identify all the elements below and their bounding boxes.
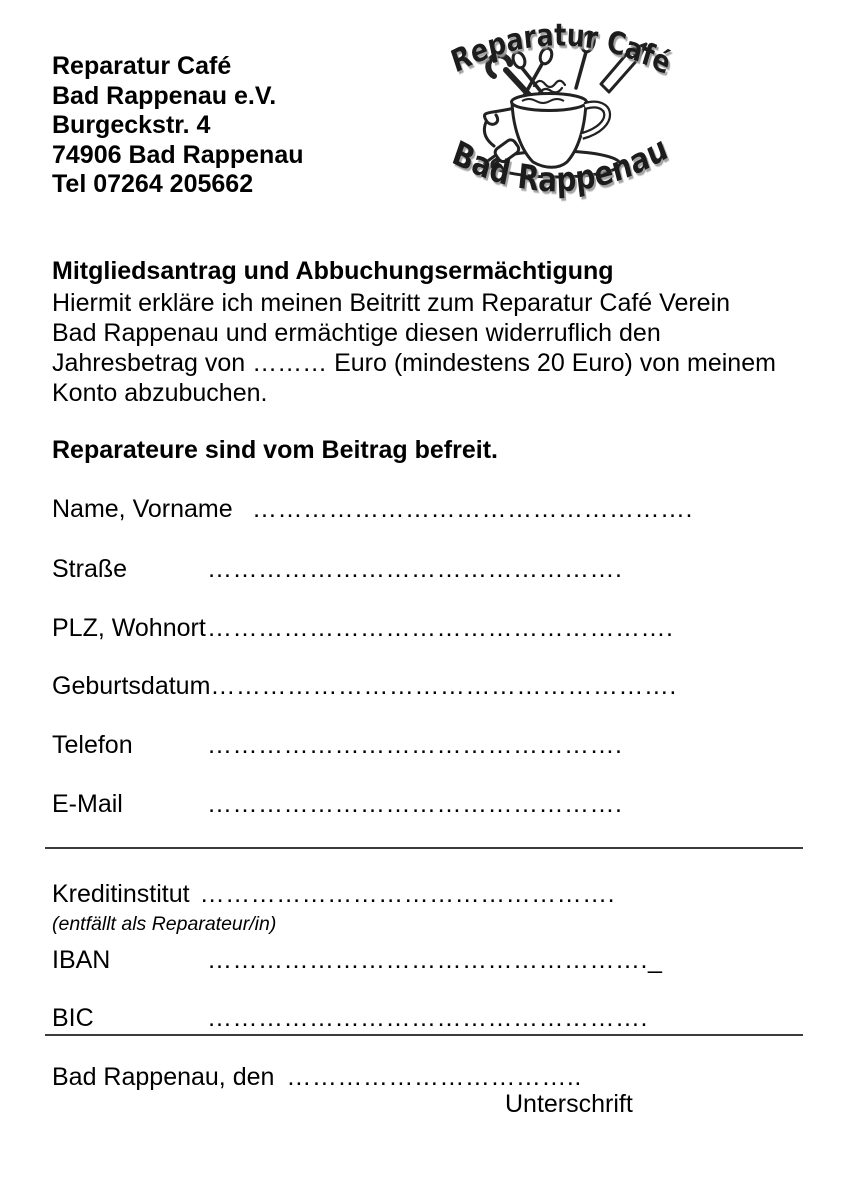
intro-paragraph xyxy=(52,288,776,408)
section-divider-top xyxy=(45,847,803,849)
birthdate-field-label: Geburtsdatum xyxy=(52,672,211,700)
street-field-label: Straße xyxy=(52,555,128,583)
field-row-iban xyxy=(52,946,662,975)
bic-fill-line: ……………………………………………. xyxy=(207,1004,648,1032)
intro-line: Konto abzubuchen. xyxy=(52,379,268,407)
city-field-label: PLZ, Wohnort xyxy=(52,614,206,642)
section-divider-bottom xyxy=(45,1034,803,1036)
signature-label: Unterschrift xyxy=(505,1090,633,1118)
email-fill-line: …………………………………………. xyxy=(207,790,623,818)
form-title: Mitgliedsantrag und Abbuchungsermächtigung xyxy=(52,257,614,285)
bank-field-label: Kreditinstitut xyxy=(52,880,190,908)
field-row-street xyxy=(52,555,622,584)
name-field-label: Name, Vorname xyxy=(52,495,233,523)
date-field-label: Bad Rappenau, den xyxy=(52,1063,275,1091)
bank-exemption-note: (entfällt als Reparateur/in) xyxy=(52,913,277,935)
org-address-block xyxy=(52,52,304,200)
phone-field-label: Telefon xyxy=(52,731,133,759)
field-row-name xyxy=(52,495,693,524)
org-city-line: 74906 Bad Rappenau xyxy=(52,140,304,169)
org-name-line-2: Bad Rappenau e.V. xyxy=(52,81,277,110)
logo xyxy=(418,12,714,214)
logo-top-text: Reparatur Café xyxy=(446,16,676,82)
iban-field-label: IBAN xyxy=(52,946,111,974)
bic-field-label: BIC xyxy=(52,1004,94,1032)
org-street-line: Burgeckstr. 4 xyxy=(52,111,211,139)
field-row-birthdate xyxy=(52,672,677,701)
logo-bottom-text: Bad Rappenau xyxy=(447,128,673,201)
email-field-label: E-Mail xyxy=(52,790,123,818)
name-fill-line: ……………………………………………. xyxy=(252,495,693,523)
field-row-date xyxy=(52,1063,582,1092)
birthdate-fill-line: ………………………………………………. xyxy=(210,672,677,700)
field-row-bic xyxy=(52,1004,648,1033)
field-row-city xyxy=(52,614,673,643)
field-row-email xyxy=(52,790,622,819)
org-phone-line: Tel 07264 205662 xyxy=(52,170,254,198)
street-fill-line: …………………………………………. xyxy=(207,555,623,583)
phone-fill-line: …………………………………………. xyxy=(207,731,623,759)
bank-fill-line: …………………………………………. xyxy=(199,880,616,908)
field-row-bank xyxy=(52,880,615,909)
date-fill-line: …………………………….. xyxy=(286,1063,582,1091)
city-fill-line: ………………………………………………. xyxy=(207,614,674,642)
field-row-phone xyxy=(52,731,622,760)
logo-cup-with-tools-icon xyxy=(418,12,714,214)
fee-exemption-note: Reparateure sind vom Beitrag befreit. xyxy=(52,436,498,464)
intro-line: Jahresbetrag von ……… Euro (mindestens 20 Euro) von meinem xyxy=(52,349,776,377)
iban-fill-line: ……………………………………………._ xyxy=(207,946,663,974)
org-name-line: Reparatur Café xyxy=(52,52,232,80)
intro-line: Hiermit erkläre ich meinen Beitritt zum Reparatur Café Verein xyxy=(52,289,731,317)
intro-line: Bad Rappenau und ermächtige diesen widerruflich den xyxy=(52,319,661,347)
